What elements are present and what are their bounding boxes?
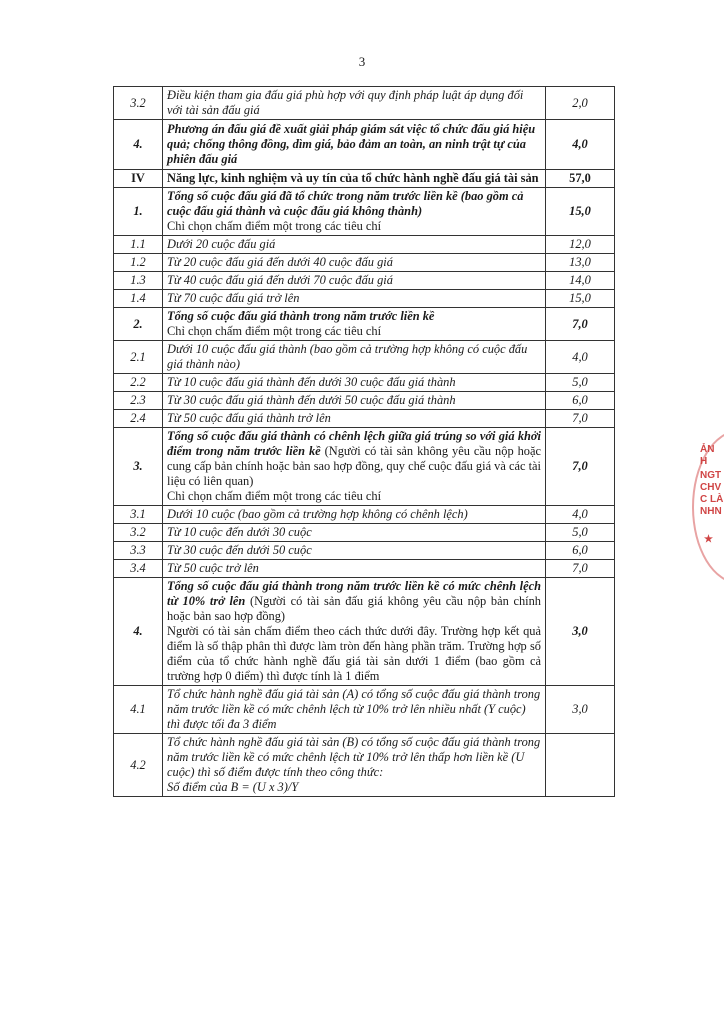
table-row [114, 392, 615, 410]
row-desc: Từ 70 cuộc đấu giá trở lên [163, 290, 546, 308]
row-score: 15,0 [546, 290, 615, 308]
row-code: 1.4 [114, 290, 163, 308]
row-score: 5,0 [546, 524, 615, 542]
row-score: 57,0 [546, 170, 615, 188]
table-row [114, 506, 615, 524]
row-score: 12,0 [546, 236, 615, 254]
row-desc: Tổng số cuộc đấu giá đã tổ chức trong năm trước liền kề (bao gồm cả cuộc đấu giá thành và cuộc đấu giá không thành) Chỉ chọn chấm điểm một trong các tiêu chí [163, 188, 546, 236]
table-row [114, 254, 615, 272]
row-score: 3,0 [546, 578, 615, 686]
table-row [114, 290, 615, 308]
row-code: 3.3 [114, 542, 163, 560]
table-row [114, 542, 615, 560]
row-score [546, 734, 615, 797]
row-score: 4,0 [546, 506, 615, 524]
row-score: 6,0 [546, 542, 615, 560]
row-score: 5,0 [546, 374, 615, 392]
red-seal-stamp [692, 430, 724, 580]
table-row [114, 341, 615, 374]
table-row [114, 428, 615, 506]
row-code: 4.2 [114, 734, 163, 797]
stamp-text-line: NGT [700, 470, 722, 481]
row-code: 2.3 [114, 392, 163, 410]
row-code: 4.1 [114, 686, 163, 734]
row-score: 13,0 [546, 254, 615, 272]
star-icon: ★ [704, 534, 713, 545]
row-desc: Từ 10 cuộc đến dưới 30 cuộc [163, 524, 546, 542]
row-score: 7,0 [546, 308, 615, 341]
row-desc: Từ 20 cuộc đấu giá đến dưới 40 cuộc đấu giá [163, 254, 546, 272]
row-code: 1.1 [114, 236, 163, 254]
row-code: 2.2 [114, 374, 163, 392]
stamp-text-line: ẢN H [700, 444, 715, 467]
row-code: 2.1 [114, 341, 163, 374]
row-score: 7,0 [546, 410, 615, 428]
table-row [114, 188, 615, 236]
row-code: 3.2 [114, 87, 163, 120]
table-row [114, 524, 615, 542]
table-row [114, 87, 615, 120]
table-row [114, 236, 615, 254]
row-code: 2.4 [114, 410, 163, 428]
row-desc: Tổng số cuộc đấu giá thành trong năm trước liền kề Chỉ chọn chấm điểm một trong các tiêu chí [163, 308, 546, 341]
row-desc: Dưới 20 cuộc đấu giá [163, 236, 546, 254]
row-code: 1.2 [114, 254, 163, 272]
stamp-text-line: NHN [700, 506, 722, 517]
stamp-text-line: CHV [700, 482, 722, 493]
criteria-table [113, 86, 615, 797]
row-code: 3.1 [114, 506, 163, 524]
row-score: 2,0 [546, 87, 615, 120]
row-code: 3.4 [114, 560, 163, 578]
row-code: 1. [114, 188, 163, 236]
row-score: 4,0 [546, 341, 615, 374]
row-desc: Dưới 10 cuộc (bao gồm cả trường hợp không có chênh lệch) [163, 506, 546, 524]
row-desc: Dưới 10 cuộc đấu giá thành (bao gồm cả trường hợp không có cuộc đấu giá thành nào) [163, 341, 546, 374]
row-code: 1.3 [114, 272, 163, 290]
page-number: 3 [358, 54, 366, 69]
table-row [114, 578, 615, 686]
row-desc: Từ 30 cuộc đấu giá thành đến dưới 50 cuộc đấu giá thành [163, 392, 546, 410]
table-row [114, 686, 615, 734]
row-desc: Năng lực, kinh nghiệm và uy tín của tổ chức hành nghề đấu giá tài sản [163, 170, 546, 188]
row-code: 4. [114, 578, 163, 686]
row-desc: Tổ chức hành nghề đấu giá tài sản (A) có tổng số cuộc đấu giá thành trong năm trước liền kề có mức chênh lệch từ 10% trở lên nhiều nhất (Y cuộc) thì được tối đa 3 điểm [163, 686, 546, 734]
row-score: 7,0 [546, 428, 615, 506]
table-row [114, 560, 615, 578]
row-code: 3. [114, 428, 163, 506]
row-desc: Từ 50 cuộc đấu giá thành trở lên [163, 410, 546, 428]
row-code: 3.2 [114, 524, 163, 542]
row-desc: Từ 10 cuộc đấu giá thành đến dưới 30 cuộc đấu giá thành [163, 374, 546, 392]
stamp-text-line: C LÀ [700, 494, 724, 505]
table-row [114, 170, 615, 188]
row-desc: Từ 50 cuộc trở lên [163, 560, 546, 578]
table-row [114, 308, 615, 341]
row-score: 6,0 [546, 392, 615, 410]
row-code: IV [114, 170, 163, 188]
row-desc: Điều kiện tham gia đấu giá phù hợp với quy định pháp luật áp dụng đối với tài sản đấu giá [163, 87, 546, 120]
row-desc: Từ 30 cuộc đến dưới 50 cuộc [163, 542, 546, 560]
table-row [114, 374, 615, 392]
row-score: 7,0 [546, 560, 615, 578]
row-desc: Tổ chức hành nghề đấu giá tài sản (B) có tổng số cuộc đấu giá thành trong năm trước liền kề có mức chênh lệch từ 10% trở lên thấp hơn liền kề (U cuộc) thì số điểm được tính theo công thức: Số điểm của B = (U x 3)/Y [163, 734, 546, 797]
table-row [114, 120, 615, 170]
row-score: 3,0 [546, 686, 615, 734]
row-score: 15,0 [546, 188, 615, 236]
table-row [114, 410, 615, 428]
row-desc: Phương án đấu giá đề xuất giải pháp giám sát việc tổ chức đấu giá hiệu quả; chống thông đồng, dìm giá, bảo đảm an toàn, an ninh trật tự của phiên đấu giá [163, 120, 546, 170]
table-row [114, 272, 615, 290]
table-row [114, 734, 615, 797]
row-code: 4. [114, 120, 163, 170]
row-score: 14,0 [546, 272, 615, 290]
row-code: 2. [114, 308, 163, 341]
row-score: 4,0 [546, 120, 615, 170]
row-desc: Tổng số cuộc đấu giá thành có chênh lệch giữa giá trúng so với giá khởi điểm trong năm trước liền kề (Người có tài sản không yêu cầu nộp hoặc cung cấp bản chính hoặc bản sao hợp đồng, quy chế cuộc đấu giá và các tài liệu có liên quan) Chỉ chọn chấm điểm một trong các tiêu chí [163, 428, 546, 506]
row-desc: Từ 40 cuộc đấu giá đến dưới 70 cuộc đấu giá [163, 272, 546, 290]
row-desc: Tổng số cuộc đấu giá thành trong năm trước liền kề có mức chênh lệch từ 10% trở lên (Người có tài sản đấu giá không yêu cầu nộp bản chính hoặc bản sao hợp đồng) Người có tài sản chấm điểm theo cách thức dưới đây. Trường hợp kết quả điểm là số thập phân thì được làm tròn đến hàng phần trăm. Trường hợp số điểm của tổ chức hành nghề đấu giá tài sản dưới 1 điểm (bao gồm cả trường hợp 0 điểm) thì được tính là 1 điểm [163, 578, 546, 686]
